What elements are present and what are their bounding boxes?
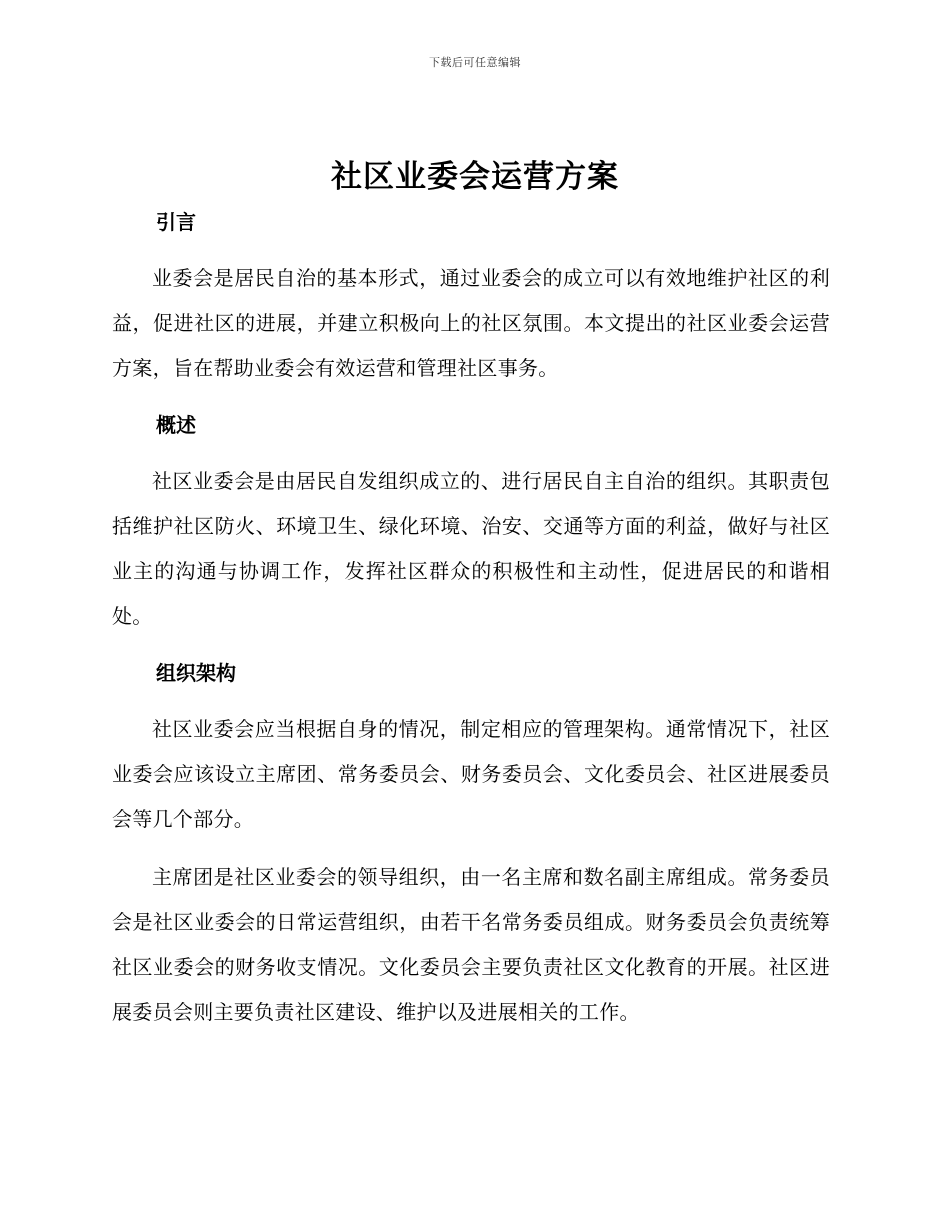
paragraph-organization-1: 社区业委会应当根据自身的情况，制定相应的管理架构。通常情况下，社区业委会应该设立主席团、常务委员会、财务委员会、文化委员会、社区进展委员会等几个部分。 [112,717,830,831]
paragraph-organization-2: 主席团是社区业委会的领导组织，由一名主席和数名副主席组成。常务委员会是社区业委会的日常运营组织，由若干名常务委员组成。财务委员会负责统筹社区业委会的财务收支情况。文化委员会主要负责社区文化教育的开展。社区进展委员会则主要负责社区建设、维护以及进展相关的工作。 [112,865,830,1024]
paragraph-introduction: 业委会是居民自治的基本形式，通过业委会的成立可以有效地维护社区的利益，促进社区的进展，并建立积极向上的社区氛围。本文提出的社区业委会运营方案，旨在帮助业委会有效运营和管理社区事务。 [112,266,830,380]
document-body [112,200,830,1035]
paragraph-overview: 社区业委会是由居民自发组织成立的、进行居民自主自治的组织。其职责包括维护社区防火、环境卫生、绿化环境、治安、交通等方面的利益，做好与社区业主的沟通与协调工作，发挥社区群众的积极性和主动性，促进居民的和谐相处。 [112,469,830,628]
section-heading-overview: 概述 [156,413,196,437]
section-heading-introduction: 引言 [156,210,196,234]
section-heading-organization: 组织架构 [156,661,236,685]
header-note: 下载后可任意编辑 [429,56,521,69]
document-title: 社区业委会运营方案 [331,159,619,195]
